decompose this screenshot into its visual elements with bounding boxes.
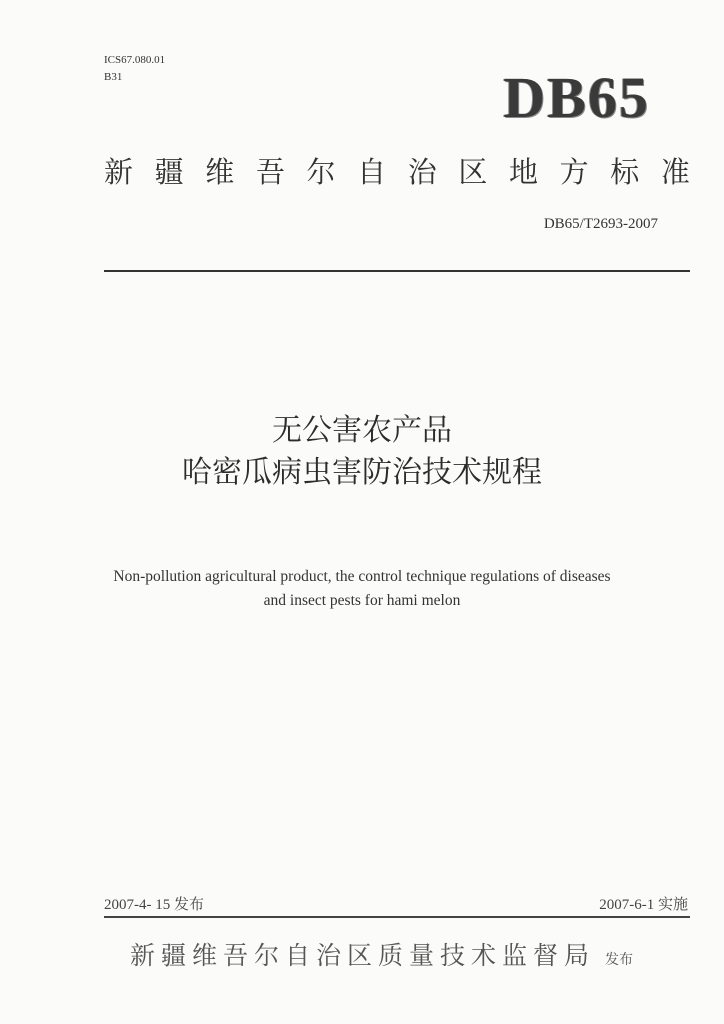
ics-code: ICS67.080.01: [104, 54, 166, 66]
standard-type-char: 新: [104, 155, 134, 189]
header-divider: [104, 270, 690, 272]
standard-type-char: 方: [559, 155, 589, 189]
title-en-line2: and insect pests for hami melon: [263, 592, 461, 609]
dates-row: [104, 893, 688, 914]
issuer-name: 新疆维吾尔自治区质量技术监督局: [130, 941, 596, 970]
standard-type-char: 尔: [306, 155, 336, 189]
title-en-line1: Non-pollution agricultural product, the control technique regulations of diseases: [113, 568, 611, 585]
standard-type-char: 治: [407, 155, 437, 189]
classification-codes: [104, 52, 165, 86]
standard-type-char: 标: [610, 155, 640, 189]
standard-type-char: 地: [509, 155, 539, 189]
standard-type-char: 维: [205, 155, 235, 189]
footer-divider: [104, 916, 690, 918]
standard-code-logo: DB65: [503, 65, 650, 130]
class-code: B31: [104, 71, 123, 83]
issuer-suffix: 发布: [605, 952, 634, 968]
implement-date: 2007-6-1 实施: [599, 897, 688, 913]
standard-type-char: 准: [660, 155, 690, 189]
title-chinese: [0, 410, 724, 494]
standard-type-char: 吾: [255, 155, 285, 189]
title-cn-line2: 哈密瓜病虫害防治技术规程: [182, 455, 542, 490]
title-english: [0, 565, 724, 613]
issuer-line: [130, 936, 670, 972]
standard-number: DB65/T2693-2007: [543, 216, 658, 232]
standard-type-char: 疆: [154, 155, 184, 189]
title-cn-line1: 无公害农产品: [272, 413, 452, 448]
standard-type-char: 自: [357, 155, 387, 189]
standard-type-heading: [104, 152, 690, 192]
issue-date: 2007-4- 15 发布: [104, 897, 204, 913]
standard-type-char: 区: [458, 155, 488, 189]
